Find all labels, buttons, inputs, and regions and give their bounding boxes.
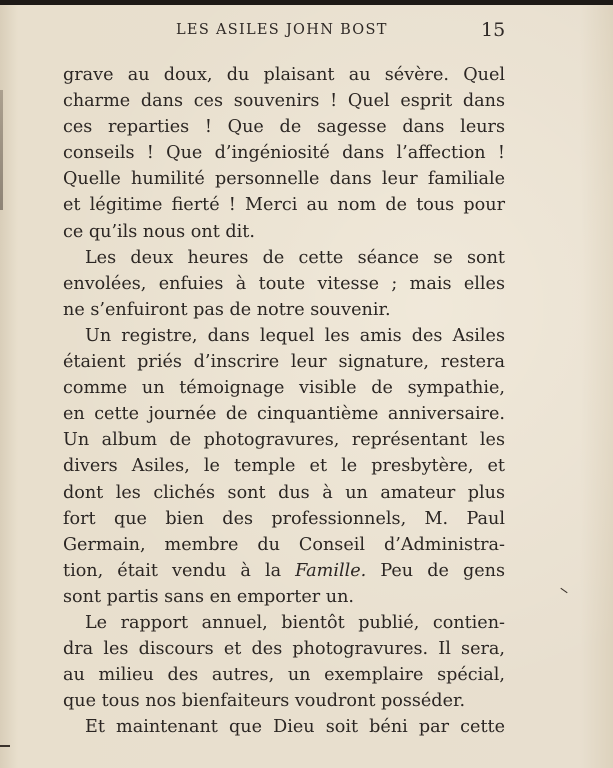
text-line: étaient priés d’inscrire leur signature, restera [63,352,505,373]
text-line: en cette journée de cinquantième anniversaire. [63,404,505,425]
text-line: Et maintenant que Dieu soit béni par cette [85,717,505,738]
text-line: que tous nos bienfaiteurs voudront posséder. [63,691,466,712]
text-line: Un registre, dans lequel les amis des Asiles [85,325,505,346]
page-top-edge [0,0,613,5]
margin-mark [560,588,567,593]
text-line: conseils ! Que d’ingéniosité dans l’affection ! [63,143,505,164]
text-line: au milieu des autres, un exemplaire spécial, [63,665,505,686]
text-line: charme dans ces souvenirs ! Quel esprit dans [63,91,505,112]
text-line: ce qu’ils nous ont dit. [63,221,255,242]
text-line: Les deux heures de cette séance se sont [85,247,505,268]
text-line: Quelle humilité personnelle dans leur familiale [63,169,505,190]
text-run: Peu de gens [366,560,505,581]
text-line: comme un témoignage visible de sympathie, [63,378,505,399]
running-head: LES ASILES JOHN BOST [176,22,388,38]
text-line: envolées, enfuies à toute vitesse ; mais elles [63,273,505,294]
margin-mark [0,745,10,747]
page-header [0,16,613,46]
text-line: dont les clichés sont dus à un amateur plus [63,482,505,503]
text-line: fort que bien des professionnels, M. Paul [63,508,505,529]
text-line: Un album de photogravures, représentant les [63,430,505,451]
text-line: sont partis sans en emporter un. [63,586,355,607]
text-line: et légitime fierté ! Merci au nom de tous pour [63,195,505,216]
page-number: 15 [481,19,506,41]
body-text [63,62,505,740]
text-line: ne s’enfuiront pas de notre souvenir. [63,299,391,320]
text-line: grave au doux, du plaisant au sévère. Quel [63,65,505,85]
binding-shadow [0,90,3,210]
text-line-with-italic [63,558,505,584]
italic-title: Famille. [295,560,367,581]
text-line: Germain, membre du Conseil d’Administra- [63,534,505,555]
text-line: ces reparties ! Que de sagesse dans leurs [63,117,505,138]
text-line: divers Asiles, le temple et le presbytère, et [63,456,505,477]
text-run: tion, était vendu à la [63,560,296,581]
text-line: dra les discours et des photogravures. Il sera, [63,639,505,660]
text-line: Le rapport annuel, bientôt publié, contien- [85,612,505,633]
